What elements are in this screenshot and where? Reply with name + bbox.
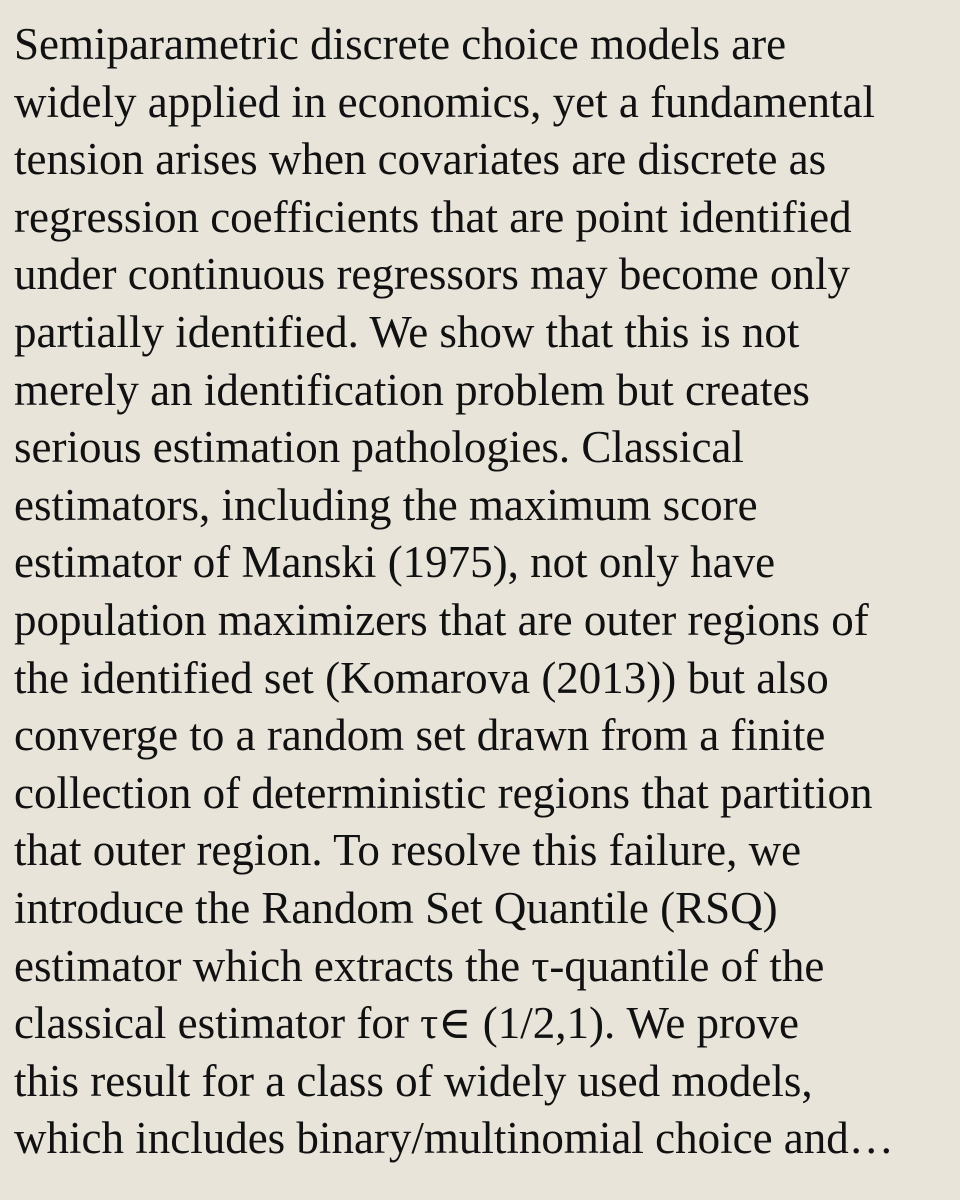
text-line-11: population maximizers that are outer regions of <box>14 594 869 645</box>
text-line-7: merely an identification problem but creates <box>14 364 810 415</box>
text-line-13: converge to a random set drawn from a finite <box>14 710 826 761</box>
text-line-10: estimator of Manski (1975), not only have <box>14 537 776 588</box>
text-line-3: tension arises when covariates are discrete as <box>14 134 827 185</box>
text-line-17: estimator which extracts the τ-quantile of the <box>14 940 825 991</box>
abstract-text <box>14 16 960 1168</box>
text-line-5: under continuous regressors may become only <box>14 249 851 300</box>
text-line-18: classical estimator for τ∈ (1/2,1). We prove <box>14 998 800 1049</box>
text-line-6: partially identified. We show that this is not <box>14 306 800 357</box>
text-line-9: estimators, including the maximum score <box>14 479 758 530</box>
text-line-14: collection of deterministic regions that partition <box>14 767 873 818</box>
text-line-2: widely applied in economics, yet a fundamental <box>14 76 875 127</box>
text-line-1: Semiparametric discrete choice models are <box>14 19 787 69</box>
text-line-4: regression coefficients that are point identified <box>14 191 852 242</box>
text-line-19: this result for a class of widely used models, <box>14 1055 813 1106</box>
text-line-20: which includes binary/multinomial choice and… <box>14 1113 894 1164</box>
text-line-16: introduce the Random Set Quantile (RSQ) <box>14 882 778 933</box>
text-line-12: the identified set (Komarova (2013)) but also <box>14 652 829 703</box>
text-line-15: that outer region. To resolve this failure, we <box>14 825 802 876</box>
text-line-8: serious estimation pathologies. Classical <box>14 422 744 473</box>
